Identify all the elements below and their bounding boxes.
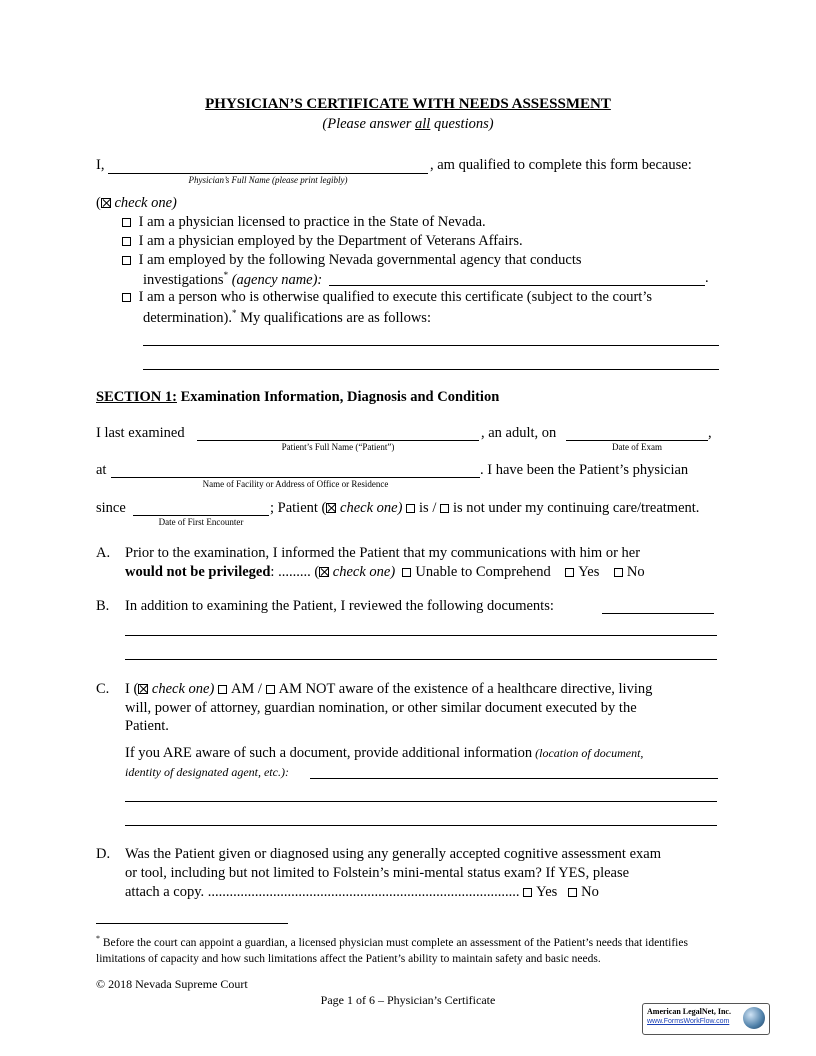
item-d-letter: D. bbox=[96, 846, 111, 862]
item-c-line2: will, power of attorney, guardian nomination, or other similar document executed by the bbox=[125, 700, 637, 716]
is-checkbox[interactable] bbox=[406, 504, 415, 513]
item-d-line3: attach a copy. ...................................................................................... Yes No bbox=[125, 884, 599, 900]
first-encounter-field[interactable] bbox=[133, 515, 269, 516]
item-c-line3: Patient. bbox=[125, 718, 169, 734]
physician-name-caption: Physician’s Full Name (please print legibly) bbox=[188, 175, 348, 185]
d-yes-checkbox[interactable] bbox=[523, 888, 532, 897]
checkbox-icon[interactable] bbox=[122, 256, 131, 265]
option-otherwise-line2: determination).* My qualifications are as follows: bbox=[143, 308, 431, 326]
item-a-line1: Prior to the examination, I informed the Patient that my communications with him or her bbox=[125, 545, 641, 561]
at-post: . I have been the Patient’s physician bbox=[480, 462, 689, 478]
page-subtitle: (Please answer all questions) bbox=[322, 116, 494, 132]
page-number: Page 1 of 6 – Physician’s Certificate bbox=[320, 993, 496, 1007]
first-encounter-caption: Date of First Encounter bbox=[158, 517, 244, 527]
checked-box-icon bbox=[101, 198, 111, 208]
care-status: ; Patient ( check one) is / is not under my continuing care/treatment. bbox=[270, 500, 700, 516]
checked-box-icon bbox=[326, 503, 336, 513]
item-c-line1: I ( check one) AM / AM NOT aware of the existence of a healthcare directive, living bbox=[125, 681, 653, 697]
section-1-heading: SECTION 1: Examination Information, Diagnosis and Condition bbox=[96, 389, 500, 405]
option-agency-line2: investigations* (agency name): bbox=[143, 270, 323, 288]
item-a-line2: would not be privileged: ......... ( check one) Unable to Comprehend Yes No bbox=[125, 564, 645, 580]
item-c-letter: C. bbox=[96, 681, 110, 697]
agency-name-field[interactable] bbox=[329, 285, 705, 286]
exam-date-field[interactable] bbox=[566, 440, 708, 441]
option-otherwise[interactable]: I am a person who is otherwise qualified to execute this certificate (subject to the court’s bbox=[122, 289, 652, 306]
at-pre: at bbox=[96, 462, 107, 478]
item-b-line1: In addition to examining the Patient, I reviewed the following documents: bbox=[125, 598, 554, 614]
intro-trail: , am qualified to complete this form because: bbox=[430, 157, 692, 173]
item-c-if: If you ARE aware of such a document, provide additional information (location of document, bbox=[125, 745, 644, 761]
item-a-letter: A. bbox=[96, 545, 111, 561]
agency-period: . bbox=[705, 270, 709, 286]
item-d-line2: or tool, including but not limited to Folstein’s mini-mental status exam? If YES, please bbox=[125, 865, 630, 881]
document-info-line-2[interactable] bbox=[125, 801, 717, 802]
exam-mid: , an adult, on bbox=[481, 425, 557, 441]
checkbox-icon[interactable] bbox=[122, 293, 131, 302]
footnote: * Before the court can appoint a guardian, a licensed physician must complete an assessment of the Patient’s needs that identifies limitations of capacity and how such limitations affect the Patient’s ability to maintain safety and basic needs. bbox=[96, 934, 688, 965]
globe-icon bbox=[743, 1007, 765, 1029]
intro-check-one: ( check one) bbox=[96, 195, 177, 211]
document-info-line-3[interactable] bbox=[125, 825, 717, 826]
vendor-logo[interactable] bbox=[642, 1003, 770, 1035]
page-title: PHYSICIAN’S CERTIFICATE WITH NEEDS ASSESSMENT bbox=[205, 96, 611, 112]
unable-checkbox[interactable] bbox=[402, 568, 411, 577]
since-pre: since bbox=[96, 500, 126, 516]
footnote-rule bbox=[96, 923, 288, 924]
checked-box-icon bbox=[138, 684, 148, 694]
am-checkbox[interactable] bbox=[218, 685, 227, 694]
option-licensed[interactable]: I am a physician licensed to practice in the State of Nevada. bbox=[122, 214, 486, 231]
item-c-if-2: identity of designated agent, etc.): bbox=[125, 765, 289, 779]
checkbox-icon[interactable] bbox=[122, 237, 131, 246]
logo-name: American LegalNet, Inc. bbox=[647, 1007, 731, 1016]
option-veterans[interactable]: I am a physician employed by the Department of Veterans Affairs. bbox=[122, 233, 523, 250]
exam-pre: I last examined bbox=[96, 425, 185, 441]
intro-lead: I, bbox=[96, 157, 105, 173]
physician-name-field[interactable] bbox=[108, 173, 428, 174]
documents-field[interactable] bbox=[602, 613, 714, 614]
logo-url[interactable]: www.FormsWorkFlow.com bbox=[647, 1018, 730, 1025]
patient-name-caption: Patient’s Full Name (“Patient”) bbox=[281, 442, 395, 452]
item-d-line1: Was the Patient given or diagnosed using any generally accepted cognitive assessment exam bbox=[125, 846, 661, 862]
a-no-checkbox[interactable] bbox=[614, 568, 623, 577]
copyright: © 2018 Nevada Supreme Court bbox=[96, 977, 248, 991]
checked-box-icon bbox=[319, 567, 329, 577]
qualifications-line-2[interactable] bbox=[143, 369, 719, 370]
facility-caption: Name of Facility or Address of Office or Residence bbox=[202, 479, 389, 489]
am-not-checkbox[interactable] bbox=[266, 685, 275, 694]
is-not-checkbox[interactable] bbox=[440, 504, 449, 513]
checkbox-icon[interactable] bbox=[122, 218, 131, 227]
patient-name-field[interactable] bbox=[197, 440, 479, 441]
d-no-checkbox[interactable] bbox=[568, 888, 577, 897]
a-yes-checkbox[interactable] bbox=[565, 568, 574, 577]
qualifications-line-1[interactable] bbox=[143, 345, 719, 346]
documents-line-2[interactable] bbox=[125, 635, 717, 636]
facility-field[interactable] bbox=[111, 477, 480, 478]
document-info-field[interactable] bbox=[310, 778, 718, 779]
option-agency[interactable]: I am employed by the following Nevada governmental agency that conducts bbox=[122, 252, 582, 269]
exam-end: , bbox=[708, 425, 712, 441]
exam-date-caption: Date of Exam bbox=[612, 442, 662, 452]
item-b-letter: B. bbox=[96, 598, 110, 614]
documents-line-3[interactable] bbox=[125, 659, 717, 660]
